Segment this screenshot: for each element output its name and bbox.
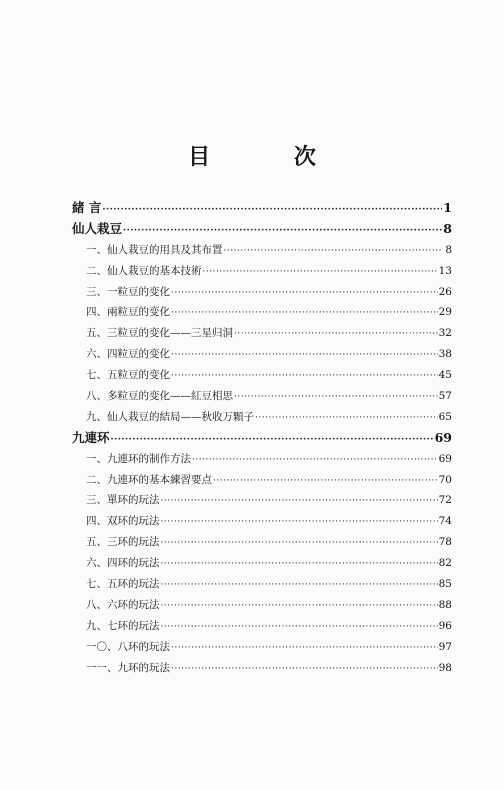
toc-entry-page: 45 <box>438 369 452 382</box>
leader-dots <box>203 262 438 282</box>
toc-entry <box>72 553 452 574</box>
toc-entry-page: 69 <box>438 452 452 465</box>
leader-dots <box>234 387 438 407</box>
leader-dots <box>161 491 438 511</box>
leader-dots <box>161 554 438 574</box>
toc-entry-page: 32 <box>438 327 452 340</box>
leader-dots <box>161 512 438 532</box>
leader-dots <box>255 408 438 428</box>
toc-entry-page: 70 <box>438 473 452 486</box>
toc-entry-label: 九、仙人栽豆的結局——秋收万顆子 <box>86 410 254 423</box>
leader-dots <box>111 430 434 450</box>
leader-dots <box>161 533 438 553</box>
leader-dots <box>171 345 438 365</box>
toc-entry-page: 72 <box>438 494 452 507</box>
toc-entry-label: 五、三环的玩法 <box>86 536 160 549</box>
leader-dots <box>213 471 438 491</box>
toc-entry-label: 九連环 <box>72 429 110 445</box>
leader-dots <box>102 200 442 220</box>
toc-entry <box>72 470 452 491</box>
toc-entry-page: 85 <box>438 578 452 591</box>
toc-entry-page: 98 <box>438 661 452 674</box>
toc-entry-section <box>72 219 452 240</box>
toc-entry <box>72 490 452 511</box>
toc-entry-page: 1 <box>443 200 452 215</box>
leader-dots <box>192 450 438 470</box>
toc-entry <box>72 365 452 386</box>
toc-entry <box>72 386 452 407</box>
leader-dots <box>171 366 438 386</box>
toc-entry-page: 88 <box>438 598 452 611</box>
toc-entry-label: 八、多粒豆的变化——紅豆相思 <box>86 390 233 403</box>
toc-entry-page: 97 <box>438 640 452 653</box>
toc-entry-label: 緒 言 <box>72 200 102 215</box>
toc-entry <box>72 511 452 532</box>
leader-dots <box>161 575 438 595</box>
page-title: 目 次 <box>188 144 354 170</box>
toc-entry-page: 82 <box>438 557 452 570</box>
toc-entry-page: 74 <box>438 515 452 528</box>
leader-dots <box>171 303 438 323</box>
toc-entry-label: 四、双环的玩法 <box>86 515 160 528</box>
toc-entry-page: 78 <box>438 536 452 549</box>
toc-entry-label: 三、單环的玩法 <box>86 494 160 507</box>
toc-entry <box>72 344 452 365</box>
toc-entry <box>72 658 452 679</box>
toc-entry-label: 六、四环的玩法 <box>86 557 160 570</box>
toc-entry-label: 一、仙人栽豆的用具及其布置 <box>86 243 223 256</box>
toc-entry-label: 六、四粒豆的变化 <box>86 348 170 361</box>
leader-dots <box>161 617 438 637</box>
toc-entry-label: 二、仙人栽豆的基本技術 <box>86 264 202 277</box>
toc-entry-label: 二、九連环的基本練習要点 <box>86 473 212 486</box>
toc-entry-page: 65 <box>438 410 452 423</box>
toc-entry <box>72 240 452 261</box>
toc-entry-label: 七、五粒豆的变化 <box>86 369 170 382</box>
toc-entry-page: 38 <box>438 348 452 361</box>
toc-entry-page: 8 <box>445 243 452 256</box>
toc-entry <box>72 532 452 553</box>
toc-entry-label: 一〇、八环的玩法 <box>86 640 170 653</box>
toc-entry-page: 29 <box>438 306 452 319</box>
toc-entry-page: 96 <box>438 619 452 632</box>
toc-entry-label: 四、兩粒豆的变化 <box>86 306 170 319</box>
leader-dots <box>123 221 442 241</box>
toc-entry-label: 八、六环的玩法 <box>86 598 160 611</box>
toc-entry-section <box>72 428 452 449</box>
toc-entry-label: 一一、九环的玩法 <box>86 661 170 674</box>
toc-entry <box>72 574 452 595</box>
toc-entry <box>72 323 452 344</box>
toc-entry-label: 一、九連环的制作方法 <box>86 452 191 465</box>
toc-entry <box>72 407 452 428</box>
leader-dots <box>171 283 438 303</box>
toc-entry-page: 57 <box>438 390 452 403</box>
toc-entry-label: 九、七环的玩法 <box>86 619 160 632</box>
toc-entry-page: 26 <box>438 285 452 298</box>
toc-entry <box>72 595 452 616</box>
leader-dots <box>171 638 438 658</box>
toc-entry-page: 8 <box>443 220 452 236</box>
table-of-contents <box>72 198 452 678</box>
toc-entry-label: 五、三粒豆的变化——三星归洞 <box>86 327 233 340</box>
toc-entry-label: 三、一粒豆的变化 <box>86 285 170 298</box>
leader-dots <box>171 659 438 679</box>
toc-entry <box>72 282 452 303</box>
toc-entry-preface <box>72 198 452 219</box>
toc-entry <box>72 261 452 282</box>
leader-dots <box>161 596 438 616</box>
toc-entry-page: 69 <box>434 429 452 445</box>
toc-entry <box>72 302 452 323</box>
toc-entry-label: 仙人栽豆 <box>72 220 123 236</box>
leader-dots <box>234 324 438 344</box>
toc-entry <box>72 449 452 470</box>
toc-entry <box>72 637 452 658</box>
toc-entry-page: 13 <box>438 264 452 277</box>
leader-dots <box>224 241 444 261</box>
toc-entry-label: 七、五环的玩法 <box>86 578 160 591</box>
toc-entry <box>72 616 452 637</box>
